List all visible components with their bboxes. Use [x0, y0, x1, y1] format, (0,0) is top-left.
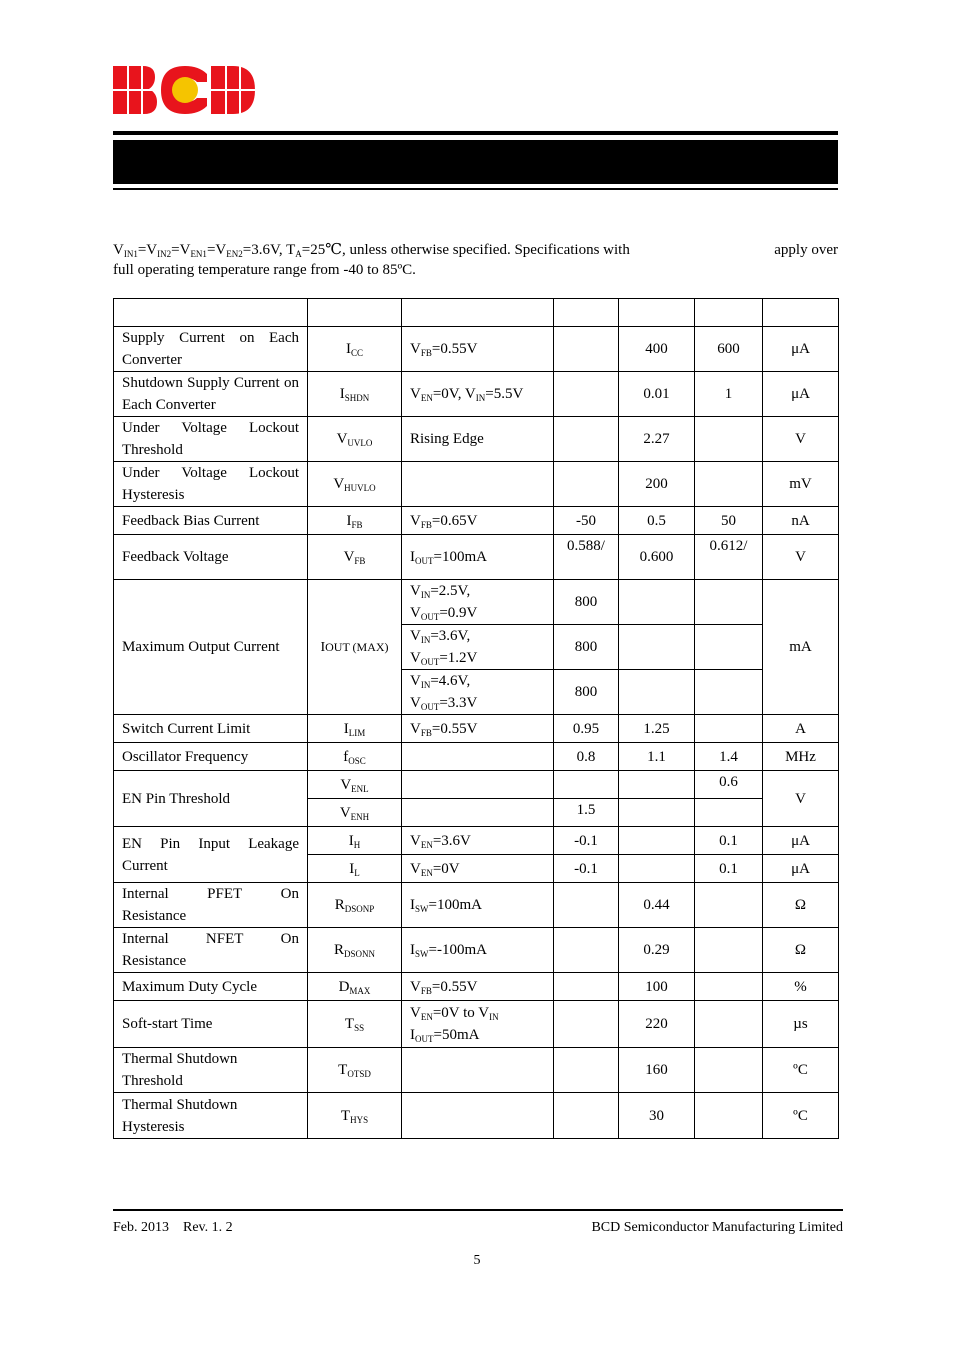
unit-cell: MHz — [763, 743, 839, 771]
max-cell — [695, 417, 763, 462]
test-conditions — [113, 240, 838, 280]
symbol-cell: $V_{FB}$ — [308, 535, 402, 580]
max-cell — [695, 928, 763, 973]
condition-cell: $I_{SW}=100mA$ — [402, 883, 554, 928]
max-cell — [695, 462, 763, 507]
min-cell — [554, 928, 619, 973]
max-cell — [695, 625, 763, 670]
typ-cell: 0.44 — [619, 883, 695, 928]
min-cell: 800 — [554, 670, 619, 715]
condition-cell: $I_{OUT}=100mA$ — [402, 535, 554, 580]
header-rule-bottom — [113, 188, 838, 190]
condition-cell — [402, 771, 554, 799]
table-row — [114, 1093, 839, 1139]
unit-cell: µs — [763, 1001, 839, 1048]
condition-cell — [402, 1048, 554, 1093]
min-cell: 800 — [554, 625, 619, 670]
typ-cell — [619, 580, 695, 625]
param-cell: Shutdown Supply Current on Each Converter — [114, 372, 308, 417]
param-cell: Internal NFET On Resistance — [114, 928, 308, 973]
unit-cell: mV — [763, 462, 839, 507]
param-cell: Thermal Shutdown Threshold — [114, 1048, 308, 1093]
symbol-cell: $I_{CC}$ — [308, 327, 402, 372]
param-cell: Under Voltage Lockout Hysteresis — [114, 462, 308, 507]
param-cell: EN Pin Input Leakage Current — [114, 827, 308, 883]
condition-cell: $V_{FB}=0.55V$ — [402, 327, 554, 372]
max-cell: 600 — [695, 327, 763, 372]
typ-cell: 400 — [619, 327, 695, 372]
unit-cell: % — [763, 973, 839, 1001]
param-cell: Supply Current on Each Converter — [114, 327, 308, 372]
conditions-line2: full operating temperature range from -40 to 85ºC. — [113, 262, 416, 278]
min-cell — [554, 327, 619, 372]
symbol-cell: $T_{SS}$ — [308, 1001, 402, 1048]
unit-cell: mA — [763, 580, 839, 715]
unit-cell: nA — [763, 507, 839, 535]
min-cell — [554, 883, 619, 928]
max-cell — [695, 799, 763, 827]
typ-cell: 0.5 — [619, 507, 695, 535]
unit-cell: Ω — [763, 883, 839, 928]
table-row — [114, 883, 839, 928]
max-cell — [695, 883, 763, 928]
condition-cell: $I_{SW}=-100mA$ — [402, 928, 554, 973]
max-cell — [695, 1093, 763, 1139]
param-cell: Internal PFET On Resistance — [114, 883, 308, 928]
table-row — [114, 535, 839, 580]
min-cell — [554, 973, 619, 1001]
max-cell: 0.612/ — [695, 535, 763, 580]
symbol-cell: $T_{HYS}$ — [308, 1093, 402, 1139]
symbol-cell: $I_{FB}$ — [308, 507, 402, 535]
typ-cell — [619, 625, 695, 670]
param-cell: Feedback Bias Current — [114, 507, 308, 535]
max-cell — [695, 670, 763, 715]
unit-cell: μA — [763, 855, 839, 883]
unit-cell: V — [763, 417, 839, 462]
param-cell: Switch Current Limit — [114, 715, 308, 743]
page-number: 5 — [473, 1253, 481, 1268]
unit-cell: A — [763, 715, 839, 743]
symbol-cell: $f_{OSC}$ — [308, 743, 402, 771]
max-cell: 0.1 — [695, 855, 763, 883]
unit-cell: Ω — [763, 928, 839, 973]
header-cell — [114, 299, 308, 327]
table-row — [114, 1001, 839, 1048]
typ-cell: 160 — [619, 1048, 695, 1093]
max-cell: 1 — [695, 372, 763, 417]
table-row — [114, 462, 839, 507]
condition-cell: $V_{FB}=0.65V$ — [402, 507, 554, 535]
unit-cell: ºC — [763, 1093, 839, 1139]
symbol-cell: $V_{UVLO}$ — [308, 417, 402, 462]
condition-cell: $V_{EN}=3.6V$ — [402, 827, 554, 855]
header-cell — [695, 299, 763, 327]
typ-cell: 200 — [619, 462, 695, 507]
typ-cell: 0.01 — [619, 372, 695, 417]
min-cell: -50 — [554, 507, 619, 535]
table-row — [114, 743, 839, 771]
table-row — [114, 327, 839, 372]
condition-cell — [402, 743, 554, 771]
param-cell: EN Pin Threshold — [114, 771, 308, 827]
param-cell: Oscillator Frequency — [114, 743, 308, 771]
table-row — [114, 372, 839, 417]
unit-cell: μA — [763, 372, 839, 417]
header-rule — [113, 131, 838, 135]
typ-cell — [619, 670, 695, 715]
symbol-cell: $I_{LIM}$ — [308, 715, 402, 743]
param-cell: Feedback Voltage — [114, 535, 308, 580]
symbol-cell: $V_{HUVLO}$ — [308, 462, 402, 507]
condition-cell: $V_{IN}=2.5V$, $V_{OUT}=0.9V$ — [402, 580, 554, 625]
typ-cell — [619, 799, 695, 827]
typ-cell: 1.25 — [619, 715, 695, 743]
max-cell — [695, 1001, 763, 1048]
unit-cell: V — [763, 771, 839, 827]
header-cell — [402, 299, 554, 327]
bcd-logo — [113, 66, 255, 114]
header-cell — [763, 299, 839, 327]
min-cell — [554, 417, 619, 462]
max-cell — [695, 580, 763, 625]
min-cell: 1.5 — [554, 799, 619, 827]
min-cell — [554, 1093, 619, 1139]
header-row — [114, 299, 839, 327]
typ-cell — [619, 771, 695, 799]
unit-cell: ºC — [763, 1048, 839, 1093]
min-cell — [554, 1048, 619, 1093]
header-cell — [554, 299, 619, 327]
param-cell: Maximum Duty Cycle — [114, 973, 308, 1001]
min-cell — [554, 1001, 619, 1048]
typ-cell: 2.27 — [619, 417, 695, 462]
table-row — [114, 771, 839, 799]
min-cell: -0.1 — [554, 827, 619, 855]
condition-cell: $V_{EN}=0V$ — [402, 855, 554, 883]
param-cell: Maximum Output Current — [114, 580, 308, 715]
header-cell — [308, 299, 402, 327]
max-cell — [695, 715, 763, 743]
electrical-characteristics-table — [113, 298, 839, 1139]
min-cell: 0.588/ — [554, 535, 619, 580]
symbol-cell: $I_{SHDN}$ — [308, 372, 402, 417]
min-cell — [554, 372, 619, 417]
max-cell: 50 — [695, 507, 763, 535]
footer-date-revision: Feb. 2013 Rev. 1. 2 — [113, 1220, 233, 1235]
max-cell: 1.4 — [695, 743, 763, 771]
table-row — [114, 715, 839, 743]
symbol-cell: $D_{MAX}$ — [308, 973, 402, 1001]
title-bar — [113, 140, 838, 184]
min-cell — [554, 771, 619, 799]
unit-cell: μA — [763, 827, 839, 855]
typ-cell: 220 — [619, 1001, 695, 1048]
typ-cell: 0.600 — [619, 535, 695, 580]
min-cell: 0.95 — [554, 715, 619, 743]
max-cell — [695, 973, 763, 1001]
param-cell: Under Voltage Lockout Threshold — [114, 417, 308, 462]
max-cell: 0.6 — [695, 771, 763, 799]
conditions-line1-right: apply over — [774, 242, 838, 258]
table-row — [114, 580, 839, 625]
table-row — [114, 973, 839, 1001]
unit-cell: μA — [763, 327, 839, 372]
conditions-line1: $V_{IN1}=V_{IN2}=V_{EN1}=V_{EN2}=3.6V$, $T_A=25℃$, unless otherwise specified. Specifications with — [113, 242, 630, 259]
symbol-cell: $T_{OTSD}$ — [308, 1048, 402, 1093]
footer-rule — [113, 1209, 843, 1211]
min-cell: 800 — [554, 580, 619, 625]
condition-cell — [402, 799, 554, 827]
typ-cell: 100 — [619, 973, 695, 1001]
condition-cell: $V_{IN}=3.6V$, $V_{OUT}=1.2V$ — [402, 625, 554, 670]
table-row — [114, 507, 839, 535]
condition-cell: $V_{FB}=0.55V$ — [402, 973, 554, 1001]
condition-cell: $V_{IN}=4.6V$, $V_{OUT}=3.3V$ — [402, 670, 554, 715]
typ-cell — [619, 827, 695, 855]
table-row — [114, 417, 839, 462]
typ-cell: 30 — [619, 1093, 695, 1139]
condition-cell: $V_{EN}=0V$ to $V_{IN}$ $I_{OUT}=50mA$ — [402, 1001, 554, 1048]
param-cell: Thermal Shutdown Hysteresis — [114, 1093, 308, 1139]
table-row — [114, 1048, 839, 1093]
symbol-cell: $R_{DSONN}$ — [308, 928, 402, 973]
condition-cell: $V_{EN}=0V$, $V_{IN}=5.5V$ — [402, 372, 554, 417]
typ-cell: 0.29 — [619, 928, 695, 973]
symbol-cell: $I_L$ — [308, 855, 402, 883]
symbol-cell: $V_{ENL}$ — [308, 771, 402, 799]
footer-company: BCD Semiconductor Manufacturing Limited — [591, 1220, 843, 1235]
table-row — [114, 928, 839, 973]
min-cell — [554, 462, 619, 507]
symbol-cell: $R_{DSONP}$ — [308, 883, 402, 928]
min-cell: -0.1 — [554, 855, 619, 883]
table-row — [114, 827, 839, 855]
typ-cell: 1.1 — [619, 743, 695, 771]
param-cell: Soft-start Time — [114, 1001, 308, 1048]
min-cell: 0.8 — [554, 743, 619, 771]
max-cell — [695, 1048, 763, 1093]
symbol-cell: $I_H$ — [308, 827, 402, 855]
unit-cell: V — [763, 535, 839, 580]
header-cell — [619, 299, 695, 327]
condition-cell: $V_{FB}=0.55V$ — [402, 715, 554, 743]
symbol-cell: IOUT (MAX) — [308, 580, 402, 715]
condition-cell — [402, 462, 554, 507]
condition-cell — [402, 1093, 554, 1139]
max-cell: 0.1 — [695, 827, 763, 855]
symbol-cell: $V_{ENH}$ — [308, 799, 402, 827]
typ-cell — [619, 855, 695, 883]
condition-cell: Rising Edge — [402, 417, 554, 462]
